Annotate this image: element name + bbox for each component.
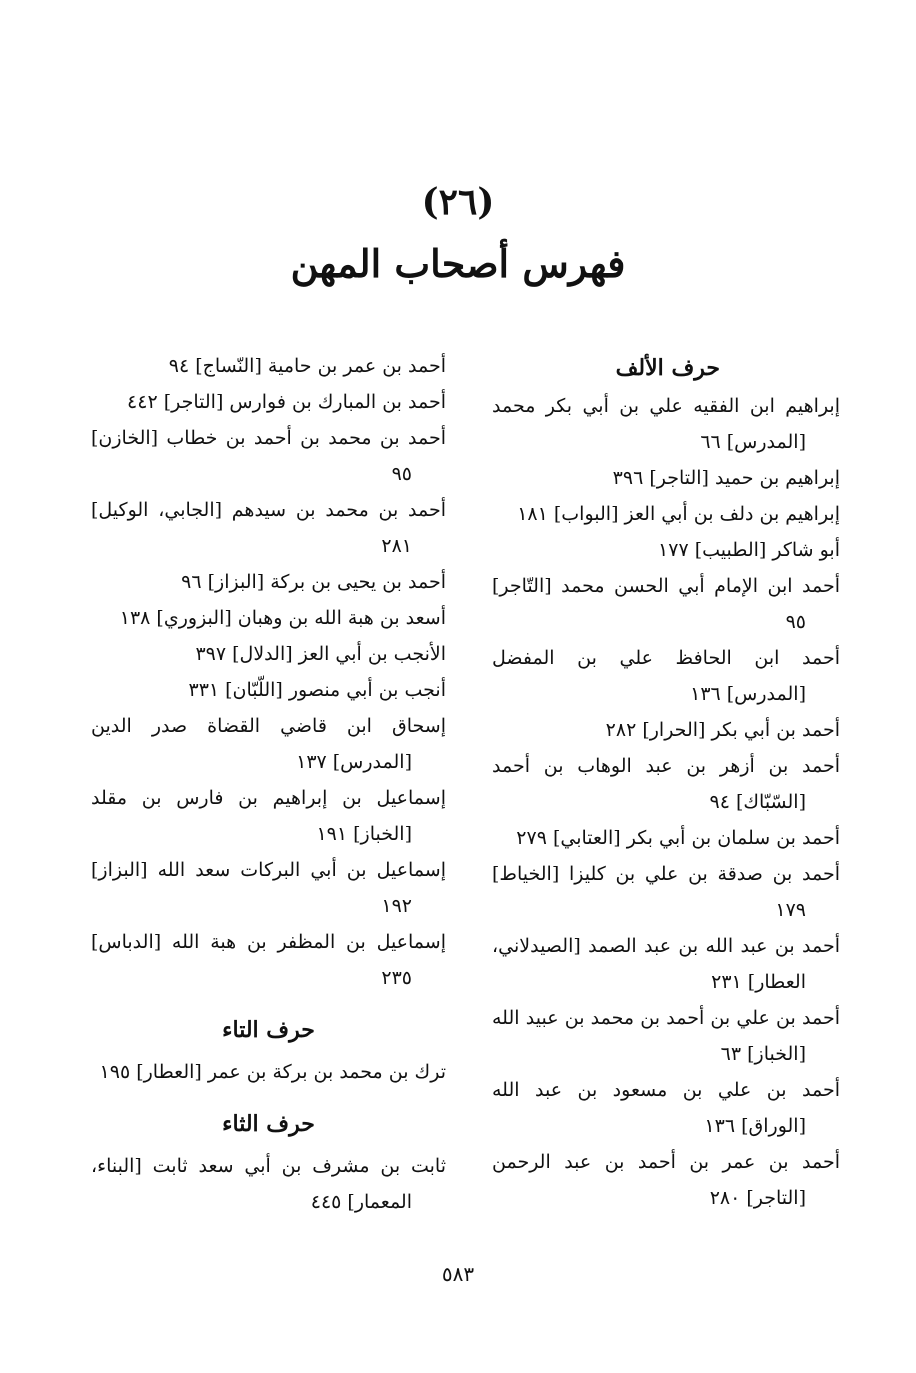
index-entry: أحمد بن علي بن أحمد بن محمد بن عبيد الله [الخباز] ٦٣ bbox=[492, 1007, 840, 1065]
index-entry: الأنجب بن أبي العز [الدلال] ٣٩٧ bbox=[195, 643, 446, 665]
index-entry: إبراهيم بن دلف بن أبي العز [البواب] ١٨١ bbox=[517, 503, 840, 525]
index-entry: إسماعيل بن المظفر بن هبة الله [الدباس] ٢٣٥ bbox=[91, 931, 446, 989]
index-entry: أحمد بن علي بن مسعود بن عبد الله [الوراق] ١٣٦ bbox=[492, 1079, 840, 1137]
index-entry: أحمد بن المبارك بن فوارس [التاجر] ٤٤٢ bbox=[127, 391, 446, 413]
index-entry: ثابت بن مشرف بن أبي سعد ثابت [البناء، المعمار] ٤٤٥ bbox=[91, 1155, 446, 1213]
index-entry: أحمد بن أزهر بن عبد الوهاب بن أحمد [السّبّاك] ٩٤ bbox=[492, 755, 840, 813]
index-entry: أحمد بن محمد بن سيدهم [الجابي، الوكيل] ٢٨١ bbox=[91, 499, 446, 557]
index-entry: أسعد بن هبة الله بن وهبان [البزوري] ١٣٨ bbox=[119, 607, 446, 629]
index-entry: أحمد ابن الإمام أبي الحسن محمد [التّاجر] ٩٥ bbox=[492, 575, 840, 633]
section-heading-tha: حرف الثاء bbox=[222, 1111, 315, 1137]
index-entry: أحمد بن سلمان بن أبي بكر [العتابي] ٢٧٩ bbox=[516, 827, 840, 849]
section-heading-ta: حرف التاء bbox=[222, 1017, 315, 1043]
section-heading-alif: حرف الألف bbox=[615, 355, 720, 381]
index-entry: أبو شاكر [الطبيب] ١٧٧ bbox=[658, 539, 840, 561]
index-entry: أنجب بن أبي منصور [اللّبّان] ٣٣١ bbox=[188, 679, 446, 701]
index-entry: أحمد بن عمر بن حامية [النّساج] ٩٤ bbox=[168, 355, 446, 377]
index-entry: إبراهيم بن حميد [التاجر] ٣٩٦ bbox=[612, 467, 840, 489]
index-entry: أحمد بن محمد بن أحمد بن خطاب [الخازن] ٩٥ bbox=[91, 427, 446, 485]
index-entry: أحمد بن عمر بن أحمد بن عبد الرحمن [التاجر] ٢٨٠ bbox=[492, 1151, 840, 1209]
index-entry: أحمد بن أبي بكر [الحرار] ٢٨٢ bbox=[605, 719, 840, 741]
index-entry: أحمد بن عبد الله بن عبد الصمد [الصيدلاني، العطار] ٢٣١ bbox=[492, 935, 840, 993]
index-entry: إسماعيل بن أبي البركات سعد الله [البزاز] ١٩٢ bbox=[91, 859, 446, 917]
index-entry: إسماعيل بن إبراهيم بن فارس بن مقلد [الخباز] ١٩١ bbox=[91, 787, 446, 845]
index-entry: إبراهيم ابن الفقيه علي بن أبي بكر محمد [المدرس] ٦٦ bbox=[492, 395, 840, 453]
index-entry: أحمد بن صدقة بن علي بن كليزا [الخياط] ١٧٩ bbox=[492, 863, 840, 921]
index-column-left bbox=[91, 348, 446, 1220]
index-entry: إسحاق ابن قاضي القضاة صدر الدين [المدرس] ١٣٧ bbox=[91, 715, 446, 773]
index-entry: أحمد ابن الحافظ علي بن المفضل [المدرس] ١٣٦ bbox=[492, 647, 840, 705]
page-title: فهرس أصحاب المهن bbox=[290, 241, 626, 286]
chapter-number: (٢٦) bbox=[421, 181, 495, 223]
index-entry: ترك بن محمد بن بركة بن عمر [العطار] ١٩٥ bbox=[99, 1061, 446, 1083]
index-entry: أحمد بن يحيى بن بركة [البزاز] ٩٦ bbox=[181, 571, 446, 593]
index-column-right bbox=[492, 348, 840, 1216]
page-number: ٥٨٣ bbox=[441, 1262, 475, 1286]
